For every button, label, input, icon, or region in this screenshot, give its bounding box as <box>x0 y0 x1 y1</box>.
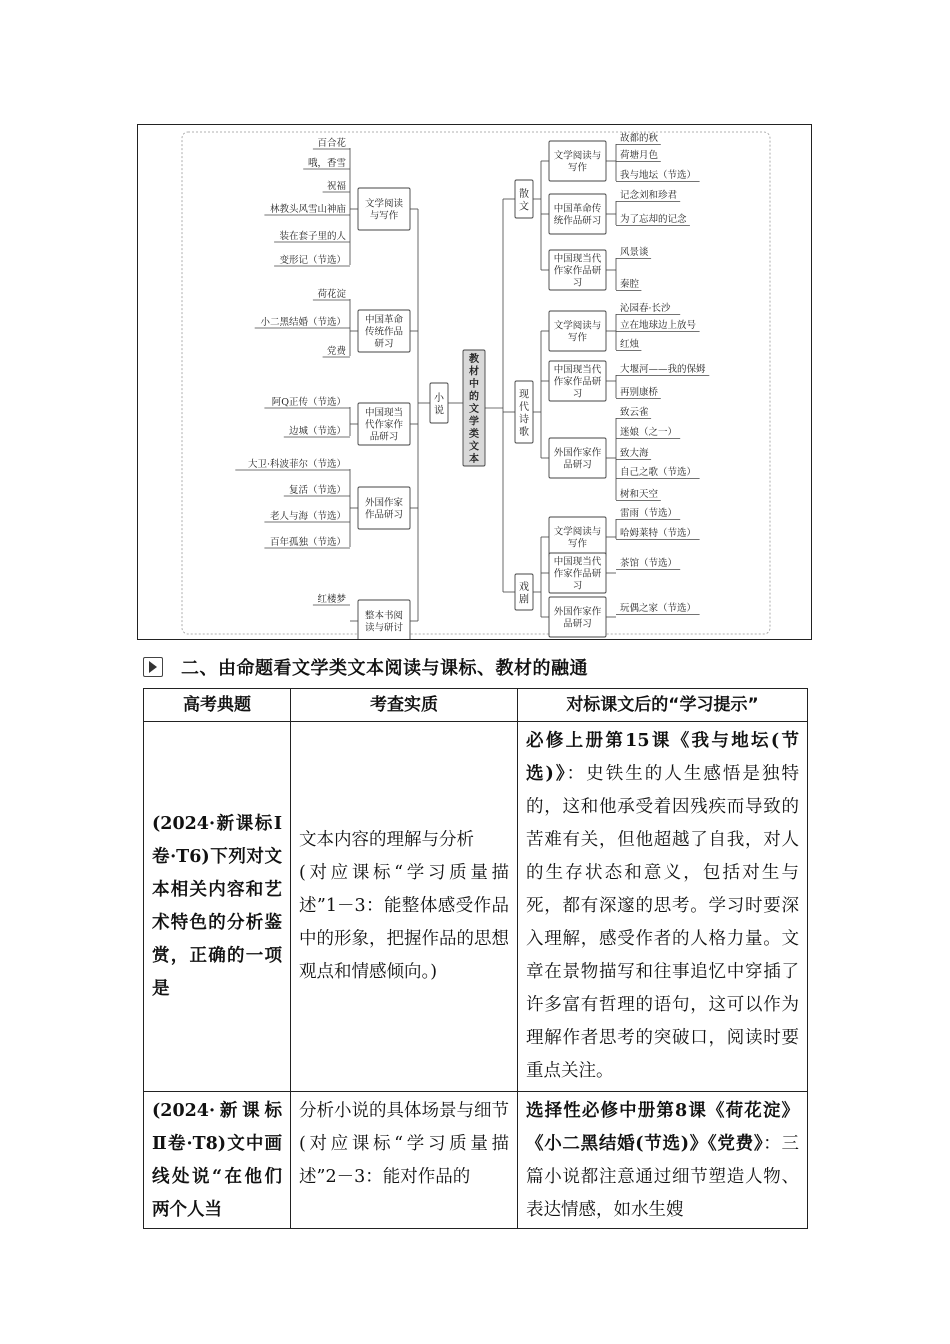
category-box-label: 作品研习 <box>364 509 404 521</box>
novel-item-title: 小二黑结婚（节选） <box>260 317 346 328</box>
mind-map-canvas <box>138 125 811 639</box>
category-box-label: 品研习 <box>563 459 592 471</box>
category-box-label: 中国现当代 <box>553 364 602 376</box>
play-icon <box>143 657 163 677</box>
column-header: 高考典题 <box>144 689 291 722</box>
center-node-label: 文 <box>469 441 479 453</box>
genre-node-label: 歌 <box>519 426 529 438</box>
literary-texts-mind-map <box>137 124 812 640</box>
genre-node-novel-label: 小 <box>434 392 444 404</box>
category-box-label: 品研习 <box>563 618 592 630</box>
category-box-label: 传统作品 <box>364 326 404 338</box>
item-title: 记念刘和珍君 <box>620 190 678 201</box>
tip-text: ：史铁生的人生感悟是独特的，这和他承受着因残疾而导致的苦难有关，但他超越了自我，对人的生存状态和意义，包括对生与死，都有深邃的思考。学习时要深入理解，感受作者的人格力量。文章在景物描写和往事追忆中穿插了许多富有哲理的语句，这可以作为理解作者思考的突破口，阅读时要重点关注。 <box>526 764 800 1081</box>
category-box-label: 文学阅读与 <box>553 150 602 162</box>
item-title: 风景谈 <box>620 247 649 258</box>
category-box-label: 习 <box>572 388 583 400</box>
item-title: 沁园春·长沙 <box>620 303 671 314</box>
genre-node-label: 剧 <box>519 594 529 606</box>
novel-item-title: 边城（节选） <box>288 426 346 437</box>
item-title: 树和天空 <box>620 489 659 500</box>
item-title: 秦腔 <box>620 279 640 290</box>
novel-item-title: 林教头风雪山神庙 <box>269 204 346 215</box>
genre-node-label: 诗 <box>519 414 529 426</box>
category-box-label: 写作 <box>567 332 588 344</box>
category-box-label: 整本书阅 <box>364 610 404 622</box>
tip-source: 必修上册第15课《我与地坛(节选)》 <box>526 731 799 784</box>
category-box-label: 中国现当 <box>364 407 404 419</box>
genre-node-label: 代 <box>519 401 529 413</box>
center-node-label: 教 <box>469 354 479 365</box>
category-box-label: 中国现当代 <box>553 253 602 265</box>
novel-item-title: 哦，香雪 <box>307 158 346 169</box>
novel-item-title: 阿Q正传（节选） <box>271 397 346 408</box>
category-box-label: 外国作家 <box>364 497 404 509</box>
table-row <box>144 1092 808 1229</box>
item-title: 致大海 <box>620 448 649 459</box>
novel-item-title: 祝福 <box>326 181 346 192</box>
novel-item-title: 红楼梦 <box>317 594 346 605</box>
table-row <box>144 722 808 1092</box>
category-box-label: 习 <box>572 580 583 592</box>
novel-item-title: 老人与海（节选） <box>269 511 346 522</box>
novel-item-title: 大卫·科波菲尔（节选） <box>247 459 346 470</box>
category-box-label: 中国革命传 <box>553 203 602 215</box>
novel-item-title: 复活（节选） <box>288 485 346 496</box>
item-title: 大堰河——我的保姆 <box>620 364 706 375</box>
category-box-label: 习 <box>572 277 583 289</box>
essence-cell <box>291 722 518 1092</box>
category-box-label: 作家作品研 <box>553 568 602 580</box>
item-title: 自己之歌（节选） <box>620 467 697 478</box>
category-box-label: 文学阅读与 <box>553 526 602 538</box>
item-title: 迷娘（之一） <box>620 427 678 438</box>
category-box-label: 读与研讨 <box>364 622 404 634</box>
item-title: 哈姆莱特（节选） <box>620 528 697 539</box>
column-header: 对标课文后的“学习提示” <box>518 689 808 722</box>
category-box-label: 品研习 <box>369 431 399 443</box>
table-header-row <box>144 689 808 722</box>
center-node-label: 学 <box>469 416 479 428</box>
novel-item-title: 百年孤独（节选） <box>269 537 346 548</box>
center-node-label: 的 <box>469 391 479 403</box>
tip-source: 选择性必修中册第8课《荷花淀》《小二黑结婚(节选)》《党费》 <box>526 1101 799 1154</box>
novel-item-title: 装在套子里的人 <box>279 231 346 242</box>
center-node-label: 类 <box>469 429 479 440</box>
category-box-label: 写作 <box>567 538 588 550</box>
novel-item-title: 荷花淀 <box>317 289 346 300</box>
center-node-label: 中 <box>469 379 479 390</box>
category-box-label: 研习 <box>374 338 394 350</box>
item-title: 立在地球边上放号 <box>620 320 697 331</box>
category-box-label: 统作品研习 <box>553 215 602 227</box>
column-header: 考查实质 <box>291 689 518 722</box>
category-box-label: 中国现当代 <box>553 556 602 568</box>
category-box-label: 外国作家作 <box>553 606 602 618</box>
item-title: 为了忘却的记念 <box>620 214 687 225</box>
category-box-label: 中国革命 <box>364 314 404 326</box>
novel-item-title: 党费 <box>326 346 346 357</box>
section-title: 二、由命题看文学类文本阅读与课标、教材的融通 <box>181 658 588 679</box>
tip-text: ：三篇小说都注意通过细节塑造人物、表达情感，如水生嫂 <box>526 1134 799 1220</box>
essence-note: (对应课标“学习质量描述”1－3：能整体感受作品中的形象，把握作品的思想观点和情感倾向。) <box>299 863 509 982</box>
item-title: 我与地坛（节选） <box>620 170 697 181</box>
category-box-label: 作家作品研 <box>553 376 602 388</box>
item-title: 雷雨（节选） <box>620 508 678 519</box>
exam-question-cell: (2024·新课标Ⅱ卷·T8)文中画线处说“在他们两个人当 <box>144 1092 291 1229</box>
genre-node-label: 散 <box>519 188 529 200</box>
novel-item-title: 变形记（节选） <box>279 255 346 266</box>
genre-node-label: 文 <box>519 201 529 213</box>
study-tip-cell <box>518 1092 808 1229</box>
center-node-label: 文 <box>469 404 479 415</box>
center-node-label: 材 <box>469 366 479 378</box>
essence-main: 分析小说的具体场景与细节 <box>299 1101 509 1121</box>
category-box-label: 作家作品研 <box>553 265 602 277</box>
center-node-label: 本 <box>469 454 479 465</box>
essence-note: (对应课标“学习质量描述”2－3：能对作品的 <box>299 1134 509 1187</box>
genre-node-label: 戏 <box>519 581 529 593</box>
category-box-label: 与写作 <box>369 210 399 222</box>
category-box-label: 外国作家作 <box>553 447 602 459</box>
novel-item-title: 百合花 <box>317 138 346 149</box>
item-title: 故都的秋 <box>620 133 659 144</box>
item-title: 茶馆（节选） <box>620 558 678 569</box>
item-title: 玩偶之家（节选） <box>620 603 697 614</box>
item-title: 致云雀 <box>620 407 649 418</box>
genre-node-novel-label: 说 <box>434 405 444 417</box>
category-box-label: 文学阅读与 <box>553 320 602 332</box>
essence-main: 文本内容的理解与分析 <box>299 830 474 850</box>
category-box-label: 写作 <box>567 162 588 174</box>
exam-mapping-table <box>143 688 808 1229</box>
exam-question-cell: (2024·新课标Ⅰ卷·T6)下列对文本相关内容和艺术特色的分析鉴赏，正确的一项是 <box>144 722 291 1092</box>
category-box-label: 代作家作 <box>364 419 404 431</box>
study-tip-cell <box>518 722 808 1092</box>
item-title: 红烛 <box>620 339 640 350</box>
item-title: 再别康桥 <box>620 387 659 398</box>
section-heading <box>143 654 588 680</box>
genre-node-label: 现 <box>519 389 529 401</box>
item-title: 荷塘月色 <box>620 150 659 161</box>
category-box-label: 文学阅读 <box>364 198 404 210</box>
essence-cell <box>291 1092 518 1229</box>
